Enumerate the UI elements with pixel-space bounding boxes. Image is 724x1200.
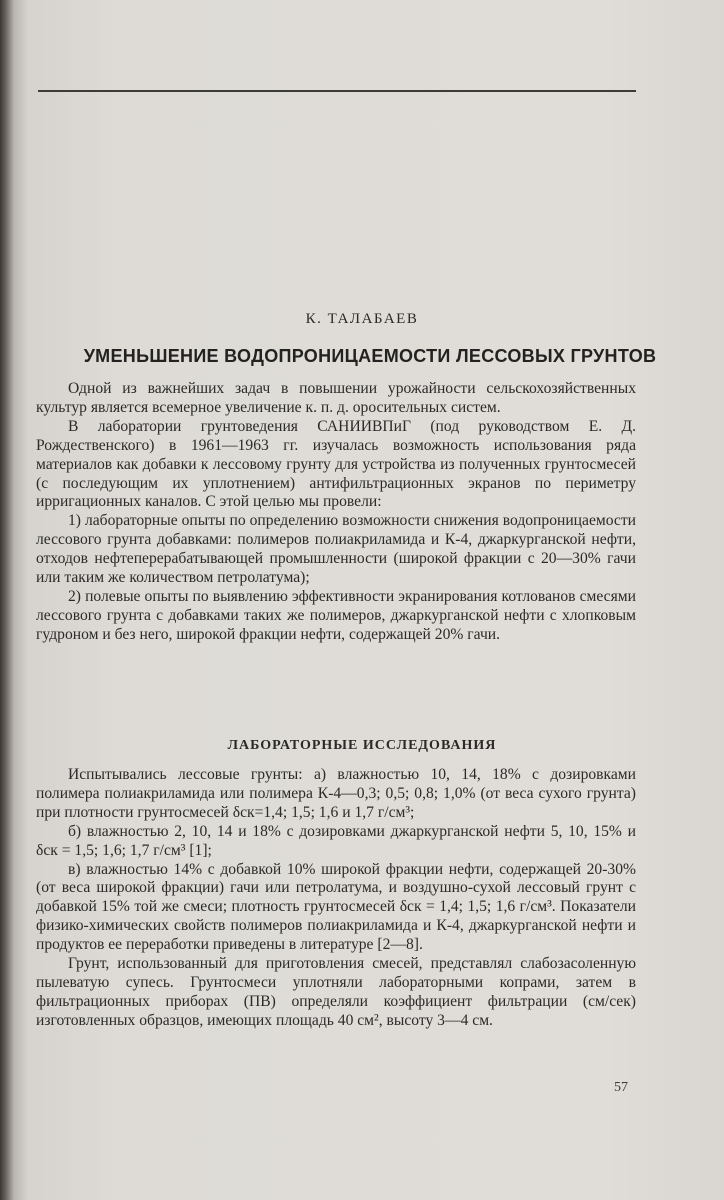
paragraph: 2) полевые опыты по выявлению эффективности экранирования котлованов смесями лессового грунта с добавками таких же полимеров, джаркурганской нефти с хлопковым гудроном и без него, широкой фракции нефти, содержащей 20% гачи.: [36, 587, 636, 643]
paragraph: в) влажностью 14% с добавкой 10% широкой фракции нефти, содержащей 20-30% (от веса широкой фракции) гачи или петролатума, и воздушно-сухой лессовый грунт с добавкой 15% той же смеси; плотность грунтосмесей δск = 1,4; 1,5; 1,6 г/см³. Показатели физико-химических свойств полимеров полиакриламида и К-4, джаркурганской нефти и продуктов ее переработки приведены в литературе [2—8].: [36, 860, 636, 954]
section-text: [36, 766, 636, 1031]
paragraph: б) влажностью 2, 10, 14 и 18% с дозировками джаркурганской нефти 5, 10, 15% и δск = 1,5; 1,6; 1,7 г/см³ [1];: [36, 822, 636, 859]
paragraph: В лаборатории грунтоведения САНИИВПиГ (под руководством Е. Д. Рождественского) в 1961—1963 гг. изучалась возможность использования ряда материалов как добавки к лессовому грунту для устройства из полученных грунтосмесей (с последующим их уплотнением) антифильтрационных экранов по периметру ирригационных каналов. С этой целью мы провели:: [36, 417, 636, 511]
article-author: К. ТАЛАБАЕВ: [305, 311, 419, 327]
header-rule: [38, 90, 636, 92]
paragraph: Испытывались лессовые грунты: а) влажностью 10, 14, 18% с дозировками полимера полиакриламида или полимера К-4—0,3; 0,5; 0,8; 1,0% (от веса сухого грунта) при плотности грунтосмесей δск=1,4; 1,5; 1,6 и 1,7 г/см³;: [36, 766, 636, 821]
intro-text: [36, 380, 636, 645]
page-number: 57: [614, 1080, 628, 1095]
article-title: УМЕНЬШЕНИЕ ВОДОПРОНИЦАЕМОСТИ ЛЕССОВЫХ ГРУНТОВ: [83, 346, 657, 366]
paragraph: Одной из важнейших задач в повышении урожайности сельскохозяйственных культур является всемерное увеличение к. п. д. оросительных систем.: [36, 380, 636, 416]
paragraph: Грунт, использованный для приготовления смесей, представлял слабозасоленную пылеватую супесь. Грунтосмеси уплотняли лабораторными копрами, затем в фильтрационных приборах (ПВ) определяли коэффициент фильтрации (см/сек) изготовленных образцов, имеющих площадь 40 см², высоту 3—4 см.: [36, 955, 636, 1029]
paragraph: 1) лабораторные опыты по определению возможности снижения водопроницаемости лессового грунта добавками: полимеров полиакриламида и К-4, джаркурганской нефти, отходов нефтеперерабатывающей промышленности (широкой фракции с 20—30% гачи или таким же количеством петролатума);: [36, 512, 636, 587]
section-heading: ЛАБОРАТОРНЫЕ ИССЛЕДОВАНИЯ: [227, 738, 497, 753]
